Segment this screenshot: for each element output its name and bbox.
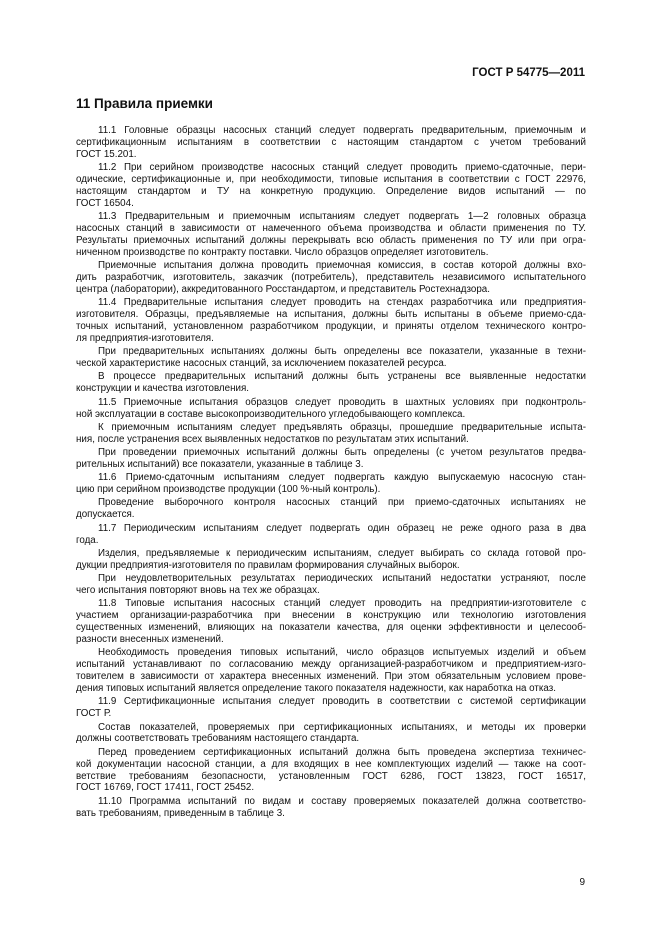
text-line: чего испытания повторяют вновь на тех же образцах. bbox=[76, 585, 320, 596]
text-line: В процессе предварительных испытаний должны быть устранены все выявленные недостатки bbox=[98, 371, 586, 383]
text-line: допускается. bbox=[76, 509, 135, 521]
text-line: Состав показателей, проверяемых при сертификационных испытаниях, и методы их проверки bbox=[98, 721, 586, 733]
text-line: 11.10 Программа испытаний по видам и составу проверяемых показателей должна соответство- bbox=[98, 795, 586, 807]
text-line: 11.2 При серийном производстве насосных станций следует проводить приемо-сдаточные, пери- bbox=[98, 162, 586, 174]
paragraph bbox=[76, 722, 586, 746]
text-line: 11.1 Головные образцы насосных станций следует подвергать предварительным, приемочным и bbox=[98, 125, 586, 136]
text-line: существенных изменений, влияющих на показатели качества, для оценки эффективности и целесооб- bbox=[76, 622, 586, 634]
text-line: Изделия, предъявляемые к периодическим испытаниям, следует выбирать со склада готовой про- bbox=[98, 547, 586, 559]
paragraph bbox=[76, 125, 586, 161]
paragraph bbox=[76, 447, 586, 471]
text-line: вать требованиям, приведенным в таблице 3. bbox=[76, 807, 285, 819]
text-line: 11.4 Предварительные испытания следует проводить на стендах разработчика или предприятия- bbox=[98, 297, 586, 309]
text-line: ГОСТ Р. bbox=[76, 708, 112, 720]
text-line: дить разработчик, изготовитель, заказчик (потребитель), представитель независимого испытательного bbox=[76, 272, 586, 284]
text-line: испытаний устанавливают по согласованию между организацией-разработчиком и предприятием-изго- bbox=[76, 659, 586, 671]
paragraph bbox=[76, 747, 586, 795]
text-line: насосных станций в зависимости от намеченного объема производства и области применения по ТУ. bbox=[76, 223, 586, 235]
text-line: дения типовых испытаний является определение такого показателя надежности, как наработка на отказ. bbox=[76, 683, 556, 695]
body-text bbox=[76, 125, 586, 821]
text-line: года. bbox=[76, 534, 99, 546]
text-line: При предварительных испытаниях должны быть определены все показатели, указанные в техни- bbox=[98, 346, 586, 358]
paragraph bbox=[76, 796, 586, 820]
paragraph bbox=[76, 211, 586, 259]
text-line: 11.6 Приемо-сдаточным испытаниям следует подвергать каждую выпускаемую насосную стан- bbox=[98, 472, 586, 484]
paragraph bbox=[76, 260, 586, 296]
text-line: кой документации насосной станции, а для входящих в нее комплектующих изделий — также на соот- bbox=[76, 758, 586, 770]
paragraph bbox=[76, 548, 586, 572]
paragraph bbox=[76, 598, 586, 646]
paragraph bbox=[76, 647, 586, 695]
text-line: К приемочным испытаниям следует предъявлять образцы, прошедшие предварительные испыта- bbox=[98, 421, 586, 433]
text-line: 11.5 Приемочные испытания образцов следует проводить в шахтных условиях при подконтроль- bbox=[98, 396, 586, 408]
text-line: изготовителя. Образцы, предъявляемые на испытания, должны быть испытаны в объеме приемо-сда- bbox=[76, 309, 586, 321]
text-line: товителем в зависимости от характера внесенных изменений. При этом обязательным условием прове- bbox=[76, 671, 586, 683]
text-line: 11.3 Предварительным и приемочным испытаниям следует подвергать 1—2 головных образца bbox=[98, 211, 586, 223]
text-line: рительных испытаний) все показатели, указанные в таблице 3. bbox=[76, 458, 364, 470]
paragraph bbox=[76, 696, 586, 720]
text-line: конструкции и качества изготовления. bbox=[76, 383, 250, 395]
paragraph bbox=[76, 573, 586, 597]
paragraph bbox=[76, 162, 586, 210]
text-line: дукции предприятия-изготовителя по правилам формирования случайных выборок. bbox=[76, 559, 460, 571]
paragraph bbox=[76, 497, 586, 521]
paragraph bbox=[76, 523, 586, 547]
text-line: 11.7 Периодическим испытаниям следует подвергать один образец не реже одного раза в два bbox=[98, 522, 586, 534]
text-line: Проведение выборочного контроля насосных станций при приемо-сдаточных испытаниях не bbox=[98, 497, 586, 509]
text-line: При неудовлетворительных результатах периодических испытаний недостатки устраняют, после bbox=[98, 573, 586, 585]
text-line: цию при серийном производстве продукции (100 %-ный контроль). bbox=[76, 484, 381, 496]
text-line: ГОСТ 15.201. bbox=[76, 148, 137, 160]
text-line: разности внесенных изменений. bbox=[76, 634, 224, 646]
text-line: центра (лаборатории), аккредитованного Росстандартом, и представитель Ростехнадзора. bbox=[76, 283, 490, 295]
text-line: сертификационным испытаниям в соответствии с настоящим стандартом с учетом требований bbox=[76, 136, 586, 148]
paragraph bbox=[76, 346, 586, 370]
text-line: ческой характеристике насосных станций, за исключением показателей ресурса. bbox=[76, 358, 447, 370]
text-line: Необходимость проведения типовых испытаний, число образцов испытуемых изделий и объем bbox=[98, 647, 586, 659]
text-line: Приемочные испытания должна проводить приемочная комиссия, в состав которой должны вхо- bbox=[98, 260, 586, 272]
text-line: ной эксплуатации в составе высокопроизводительного угледобывающего комплекса. bbox=[76, 408, 466, 420]
text-line: ния, после устранения всех выявленных недостатков по результатам этих испытаний. bbox=[76, 433, 469, 445]
section-title: 11 Правила приемки bbox=[76, 96, 213, 111]
text-line: настоящим стандартом и ТУ на конкретную продукцию. Определение видов испытаний — по bbox=[76, 185, 586, 197]
text-line: ГОСТ 16504. bbox=[76, 197, 134, 209]
text-line: 11.9 Сертификационные испытания следует проводить в соответствии с системой сертификации bbox=[98, 696, 586, 708]
text-line: ниченном производстве по контракту поставки. Число образцов определяет изготовитель. bbox=[76, 246, 489, 258]
text-line: Перед проведением сертификационных испытаний должна быть проведена экспертиза техничес- bbox=[98, 746, 586, 758]
paragraph bbox=[76, 422, 586, 446]
text-line: ля предприятия-изготовителя. bbox=[76, 332, 214, 344]
text-line: При проведении приемочных испытаний должны быть определены (с учетом результатов предва- bbox=[98, 447, 586, 459]
page-number: 9 bbox=[579, 877, 585, 888]
paragraph bbox=[76, 472, 586, 496]
text-line: 11.8 Типовые испытания насосных станций следует проводить на предприятии-изготовителе с bbox=[98, 598, 586, 610]
text-line: участием организации-разработчика при внесении в конструкцию или технологию изготовления bbox=[76, 610, 586, 622]
text-line: ГОСТ 16769, ГОСТ 17411, ГОСТ 25452. bbox=[76, 782, 255, 794]
text-line: ветствие требованиям безопасности, установленным ГОСТ 6286, ГОСТ 13823, ГОСТ 16517, bbox=[76, 770, 586, 782]
paragraph bbox=[76, 371, 586, 395]
paragraph bbox=[76, 297, 586, 345]
paragraph bbox=[76, 397, 586, 421]
text-line: Результаты приемочных испытаний должны перекрывать всю область применения по ТУ или при огра- bbox=[76, 234, 586, 246]
text-line: одические, сертификационные и, при необходимости, типовые испытания в соответствии с ГОСТ 22976, bbox=[76, 174, 586, 186]
document-code-header: ГОСТ Р 54775—2011 bbox=[472, 67, 585, 79]
text-line: точных испытаний, установленном разработчиком продукции, и приняты отделом технического контро- bbox=[76, 321, 586, 333]
text-line: должны соответствовать требованиям настоящего стандарта. bbox=[76, 733, 360, 745]
